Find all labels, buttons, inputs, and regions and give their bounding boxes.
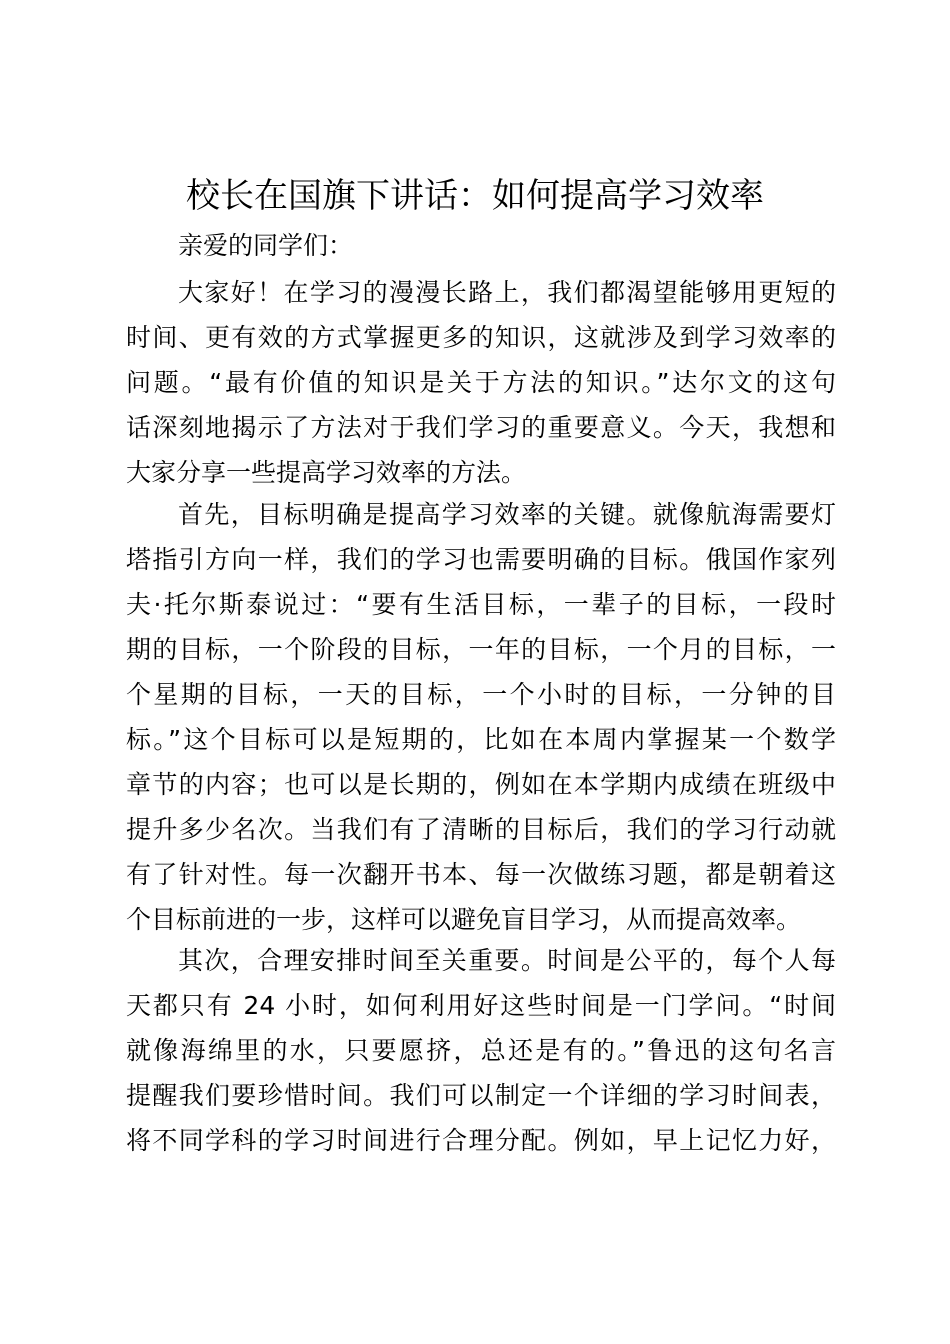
paragraph-line: 大家好！在学习的漫漫长路上，我们都渴望能够用更短的	[178, 278, 836, 307]
paragraph-line: 夫·托尔斯泰说过：“要有生活目标，一辈子的目标，一段时	[126, 590, 836, 619]
paragraph-line: 标。”这个目标可以是短期的，比如在本周内掌握某一个数学	[126, 725, 836, 754]
paragraph-line: 提升多少名次。当我们有了清晰的目标后，我们的学习行动就	[126, 815, 836, 844]
paragraph-time-management	[126, 938, 836, 1163]
paragraph-line: 个目标前进的一步，这样可以避免盲目学习，从而提高效率。	[126, 905, 802, 934]
paragraph-line: 首先，目标明确是提高学习效率的关键。就像航海需要灯	[178, 500, 836, 529]
paragraph-line: 提醒我们要珍惜时间。我们可以制定一个详细的学习时间表，	[126, 1081, 836, 1110]
paragraph-line: 个星期的目标，一天的目标，一个小时的目标，一分钟的目	[126, 680, 836, 709]
salutation: 亲爱的同学们：	[178, 231, 354, 260]
paragraph-line: 天都只有 24 小时，如何利用好这些时间是一门学问。“时间	[126, 991, 836, 1020]
paragraph-line: 塔指引方向一样，我们的学习也需要明确的目标。俄国作家列	[126, 545, 836, 574]
page-title: 校长在国旗下讲话：如何提高学习效率	[186, 176, 764, 216]
paragraph-line: 就像海绵里的水，只要愿挤，总还是有的。”鲁迅的这句名言	[126, 1036, 836, 1065]
paragraph-line: 话深刻地揭示了方法对于我们学习的重要意义。今天，我想和	[126, 413, 836, 442]
paragraph-line: 其次，合理安排时间至关重要。时间是公平的，每个人每	[178, 946, 836, 975]
paragraph-goals	[126, 492, 836, 942]
paragraph-line: 时间、更有效的方式掌握更多的知识，这就涉及到学习效率的	[126, 323, 836, 352]
paragraph-line: 期的目标，一个阶段的目标，一年的目标，一个月的目标，一	[126, 635, 836, 664]
paragraph-line: 章节的内容；也可以是长期的，例如在本学期内成绩在班级中	[126, 770, 836, 799]
paragraph-line: 大家分享一些提高学习效率的方法。	[126, 458, 527, 487]
paragraph-line: 将不同学科的学习时间进行合理分配。例如，早上记忆力好，	[126, 1126, 836, 1155]
paragraph-line: 有了针对性。每一次翻开书本、每一次做练习题，都是朝着这	[126, 860, 836, 889]
paragraph-greeting	[126, 270, 836, 495]
paragraph-line: 问题。“最有价值的知识是关于方法的知识。”达尔文的这句	[126, 368, 836, 397]
